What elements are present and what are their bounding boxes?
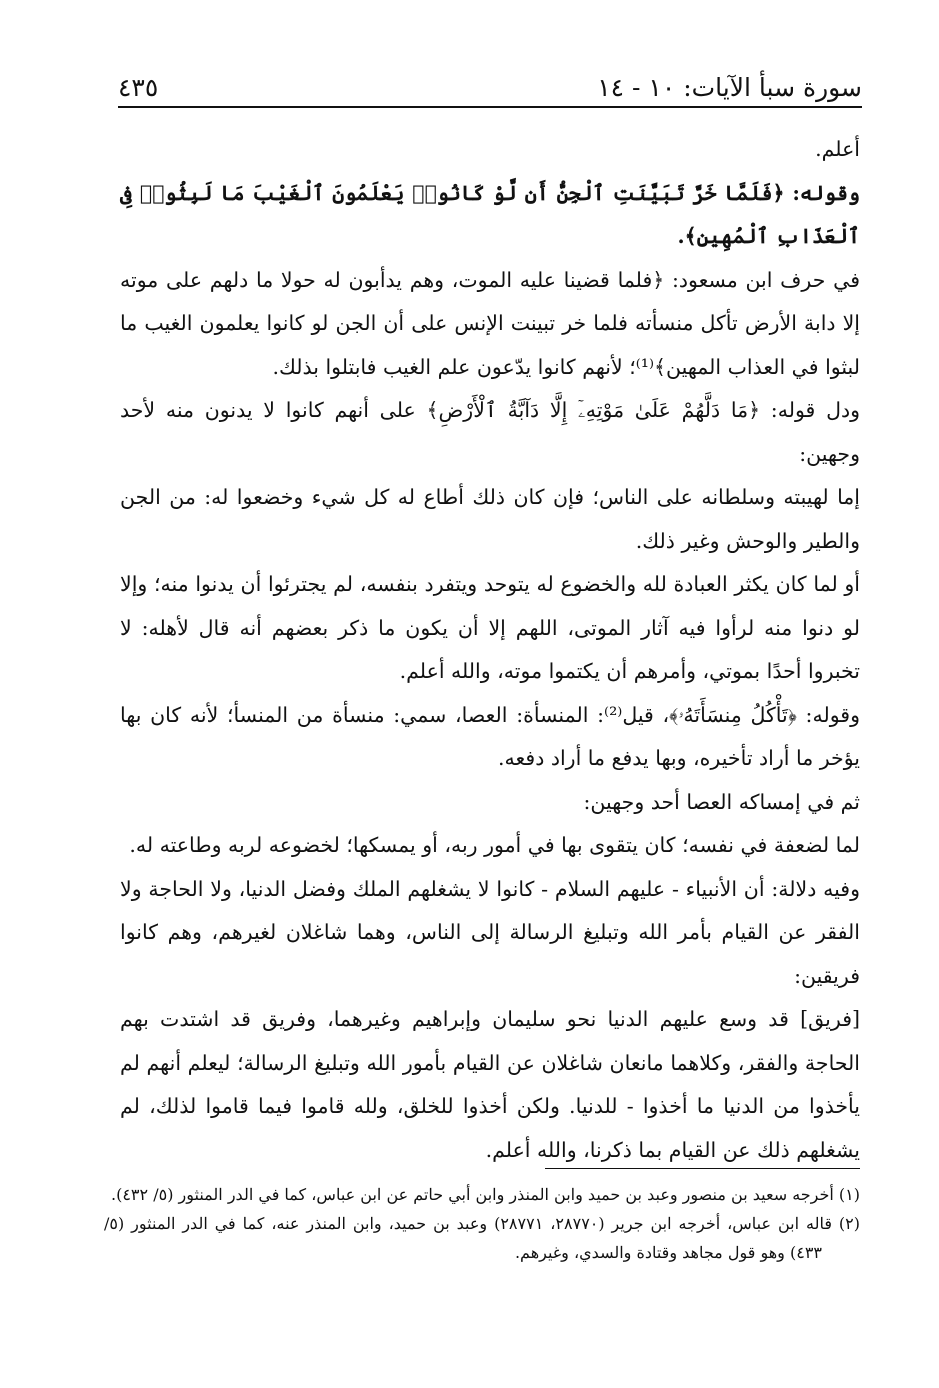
paragraph: [فريق] قد وسع عليهم الدنيا نحو سليمان وإبراهيم وغيرهما، وفريق قد اشتدت بهم الحاجة والفقر، وكلاهما مانعان شاغلان عن القيام بأمور الله وتبليغ الرسالة؛ ليعلم أنهم لم يأخذوا من الدنيا ما أخذوا - للدنيا. ولكن أخذوا للخلق، ولله قاموا فيما قاموا لذلك، لم يشغلهم ذلك عن القيام بما ذكرنا، والله أعلم. — [120, 1007, 860, 1162]
running-header — [118, 58, 862, 102]
footnote-rule — [545, 1168, 860, 1169]
footnote: (٢) قاله ابن عباس، أخرجه ابن جرير (٢٨٧٧٠، ٢٨٧٧١) وعبد بن حميد، وابن المنذر عنه، كما في الدر المنثور (٥/ ٤٣٣) وهو قول مجاهد وقتادة والسدي، وغيرهم. — [104, 1214, 861, 1262]
paragraph: ثم في إمساكه العصا أحد وجهين: — [583, 789, 860, 814]
header-title: سورة سبأ الآيات: ١٠ - ١٤ — [597, 73, 862, 102]
main-text — [120, 128, 860, 1172]
page-number: ٤٣٥ — [118, 73, 159, 102]
footnote: (١) أخرجه سعيد بن منصور وعبد بن حميد وابن المنذر وابن أبي حاتم عن ابن عباس، كما في الدر المنثور (٥/ ٤٣٢). — [111, 1185, 860, 1204]
paragraph: إما لهيبته وسلطانه على الناس؛ فإن كان ذلك أطاع له كل شيء وخضعوا له: من الجن والطير والوحش وغير ذلك. — [120, 485, 860, 553]
paragraph: وقوله: ﴿تَأْكُلُ مِنسَأَتَهُۥ﴾، قيل⁽²⁾: المنسأة: العصا، سمي: منسأة من المنسأ؛ لأنه كان بها يؤخر ما أراد تأخيره، وبها يدفع ما أراد دفعه. — [120, 702, 860, 770]
header-rule — [118, 106, 862, 108]
paragraph: لما لضعفة في نفسه؛ كان يتقوى بها في أمور ربه، أو يمسكها؛ لخضوعه لربه وطاعته له. — [129, 833, 860, 857]
paragraph: وفيه دلالة: أن الأنبياء - عليهم السلام - كانوا لا يشغلهم الملك وفضل الدنيا، ولا الحاجة ولا الفقر عن القيام بأمر الله وتبليغ الرسالة إلى الناس، وهما شاغلان لغيرهم، وهم كانوا فريقين: — [120, 876, 860, 988]
paragraph: أو لما كان يكثر العبادة لله والخضوع له يتوحد ويتفرد بنفسه، لم يجترئوا أن يدنوا منه؛ وإلا لو دنوا منه لرأوا فيه آثار الموتى، اللهم إلا أن يكون ما ذكر بعضهم أنه قال لأهله: لا تخبروا أحدًا بموتي، وأمرهم أن يكتموا موته، والله أعلم. — [120, 572, 860, 683]
paragraph: وقوله: ﴿فَلَمَّا خَرَّ تَبَيَّنَتِ ٱلْجِنُّ أَن لَّوْ كَانُوا۟ يَعْلَمُونَ ٱلْغَيْبَ مَا لَبِثُوا۟ فِى ٱلْعَذَابِ ٱلْمُهِينِ﴾. — [120, 180, 860, 248]
paragraph: ودل قوله: ﴿مَا دَلَّهُمْ عَلَىٰ مَوْتِهِۦٓ إِلَّا دَآبَّةُ ٱلْأَرْضِ﴾ على أنهم كانوا لا يدنون منه لأحد وجهين: — [120, 398, 860, 466]
paragraph: في حرف ابن مسعود: ﴿فلما قضينا عليه الموت، وهم يدأبون له حولا ما دلهم على موته إلا دابة الأرض تأكل منسأته فلما خر تبينت الإنس على أن الجن لو كانوا يعلمون الغيب ما لبثوا في العذاب المهين﴾⁽¹⁾؛ لأنهم كانوا يدّعون علم الغيب فابتلوا بذلك. — [120, 267, 860, 379]
paragraph: أعلم. — [815, 137, 860, 161]
footnotes — [104, 1180, 860, 1267]
